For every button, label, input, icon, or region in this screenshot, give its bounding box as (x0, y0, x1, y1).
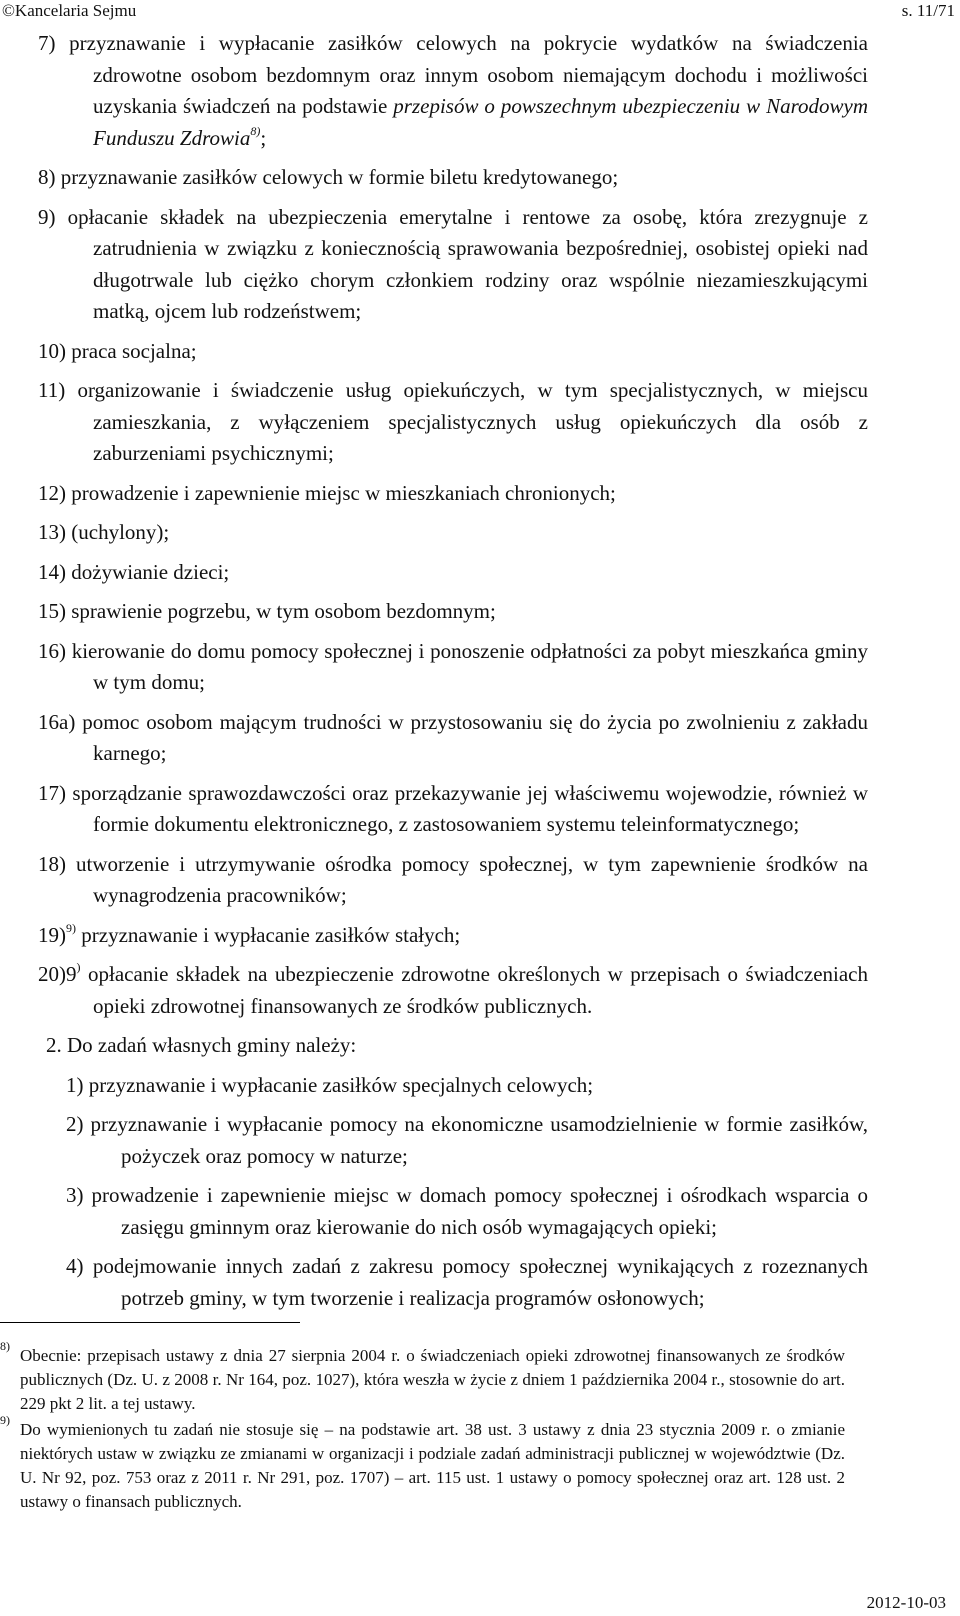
footnote-separator (0, 1322, 300, 1323)
list-item (38, 920, 868, 952)
item-number: 12) (38, 480, 66, 505)
item-text: sporządzanie sprawozdawczości oraz przekazywanie jej właściwemu wojewodzie, również w formie dokumentu elektronicznego, z zastosowaniem systemu teleinformatycznego; (72, 780, 869, 836)
list-item (38, 162, 868, 194)
footnote-number: 9) (0, 1413, 10, 1427)
footnote-text: Do wymienionych tu zadań nie stosuje się – na podstawie art. 38 ust. 3 ustawy z dnia 23 stycznia 2009 r. o zmianie niektórych ustaw w związku ze zmianami w organizacji i podziale zadań administracji publicznej w województwie (Dz. U. Nr 92, poz. 753 oraz z 2011 r. Nr 291, poz. 1707) – art. 115 ust. 1 ustawy o pomocy społecznej oraz art. 128 ust. 2 ustawy o finansach publicznych. (20, 1420, 845, 1511)
item-text: opłacanie składek na ubezpieczenia emerytalne i rentowe za osobę, która zrezygnuje z zatrudnienia w związku z koniecznością sprawowania bezpośredniej, osobistej opieki nad długotrwale lub ciężko chorym członkiem rodziny oraz wspólnie niezamieszkującymi matką, ojcem lub rodzeństwem; (67, 204, 868, 323)
item-text: praca socjalna; (71, 338, 197, 363)
item-text: organizowanie i świadczenie usług opiekuńczych, w tym specjalistycznych, w miejscu zamieszkania, z wyłączeniem specjalistycznych usług opiekuńczych dla osób z zaburzeniami psychicznymi; (77, 378, 869, 465)
item-text: przepisów o powszechnym ubezpieczeniu w Narodowym Funduszu Zdrowia (93, 94, 868, 150)
item-text: (uchylony); (71, 520, 170, 544)
item-text: podejmowanie innych zadań z zakresu pomocy społecznej wynikających z rozeznanych potrzeb gminy, w tym tworzenie i realizacja programów osłonowych; (92, 1254, 869, 1310)
item-number: 19) (38, 922, 66, 947)
own-tasks-list (38, 1070, 868, 1315)
list-item (38, 778, 868, 841)
list-item (38, 596, 868, 628)
footnote-text: Obecnie: przepisach ustawy z dnia 27 sierpnia 2004 r. o świadczeniach opieki zdrowotnej finansowanych ze środków publicznych (Dz. U. z 2008 r. Nr 164, poz. 1027), która weszła w życie z dniem 1 października 2004 r., stosownie do art. 229 pkt 2 lit. a tej ustawy. (20, 1346, 845, 1413)
list-item (38, 336, 868, 368)
item-number: 18) (38, 851, 66, 876)
item-text: opłacanie składek na ubezpieczenie zdrowotne określonych w przepisach o świadczeniach opieki zdrowotnej finansowanych ze środków publicznych. (88, 962, 868, 1018)
footnote-number: 8) (0, 1339, 10, 1353)
list-item (38, 28, 868, 154)
footnote-ref: 9) (66, 920, 76, 935)
page-header (0, 0, 960, 22)
item-text: przyznawanie zasiłków celowych w formie biletu kredytowanego; (60, 165, 619, 189)
list-item (38, 959, 868, 1022)
list-item (38, 849, 868, 912)
item-text: kierowanie do domu pomocy społecznej i ponoszenie odpłatności za pobyt mieszkańca gminy w tym domu; (71, 638, 868, 694)
item-number: 15) (38, 599, 66, 623)
item-number: 3) (66, 1183, 84, 1207)
item-text: pomoc osobom mającym trudności w przystosowaniu się do życia po zwolnieniu z zakładu karnego; (82, 709, 868, 765)
page-number: s. 11/71 (901, 1, 955, 20)
item-number: 4) (66, 1254, 84, 1278)
item-number: 16a) (38, 709, 76, 734)
item-text: przyznawanie i wypłacanie zasiłków celowych na pokrycie wydatków na świadczenia zdrowotne osobom bezdomnym oraz innym osobom niemającym dochodu i możliwości uzyskania świadczeń na podstawie (69, 31, 869, 118)
list-item (66, 1251, 868, 1314)
item-number: 2) (66, 1112, 84, 1136)
footnote-ref: 8) (250, 123, 261, 138)
item-text: ; (260, 125, 267, 150)
item-text: przyznawanie i wypłacanie pomocy na ekonomiczne usamodzielnienie w formie zasiłków, pożyczek oraz pomocy w naturze; (90, 1112, 869, 1168)
item-text: utworzenie i utrzymywanie ośrodka pomocy społecznej, w tym zapewnienie środków na wynagrodzenia pracowników; (75, 851, 868, 907)
copyright-label: ©Kancelaria Sejmu (2, 1, 137, 20)
item-text: przyznawanie i wypłacanie zasiłków stałych; (81, 922, 461, 947)
section-heading: 2. Do zadań własnych gminy należy: (46, 1033, 357, 1057)
list-item (66, 1070, 868, 1102)
list-item (38, 557, 868, 589)
item-text: dożywianie dzieci; (71, 559, 230, 584)
item-number: 17) (38, 780, 66, 805)
list-item (38, 202, 868, 328)
list-item (38, 707, 868, 770)
item-number: 14) (38, 559, 66, 584)
list-item (66, 1180, 868, 1243)
list-item (38, 517, 868, 549)
list-item (66, 1109, 868, 1172)
footnote (0, 1339, 845, 1416)
document-body (38, 28, 868, 1322)
item-text: prowadzenie i zapewnienie miejsc w domach pomocy społecznej i ośrodkach wsparcia o zasięgu gminnym oraz kierowanie do nich osób wymagających opieki; (91, 1183, 869, 1239)
footnote-ref: ) (76, 960, 81, 974)
item-number: 10) (38, 338, 66, 363)
page-footer-date: 2012-10-03 (866, 1593, 946, 1612)
task-list (38, 28, 868, 1022)
item-number: 7) (38, 31, 56, 55)
item-number: 20)9 (38, 962, 77, 986)
footnotes (0, 1339, 845, 1516)
item-text: przyznawanie i wypłacanie zasiłków specjalnych celowych; (88, 1072, 594, 1097)
item-number: 13) (38, 520, 66, 544)
item-number: 16) (38, 638, 66, 663)
item-number: 11) (38, 378, 66, 402)
list-item (38, 636, 868, 699)
item-text: prowadzenie i zapewnienie miejsc w mieszkaniach chronionych; (71, 480, 616, 505)
list-item (38, 478, 868, 510)
item-number: 9) (38, 204, 56, 229)
item-number: 1) (66, 1072, 84, 1097)
item-text: sprawienie pogrzebu, w tym osobom bezdomnym; (71, 599, 496, 623)
item-number: 8) (38, 165, 56, 189)
footnote (0, 1413, 845, 1514)
list-item (38, 375, 868, 470)
